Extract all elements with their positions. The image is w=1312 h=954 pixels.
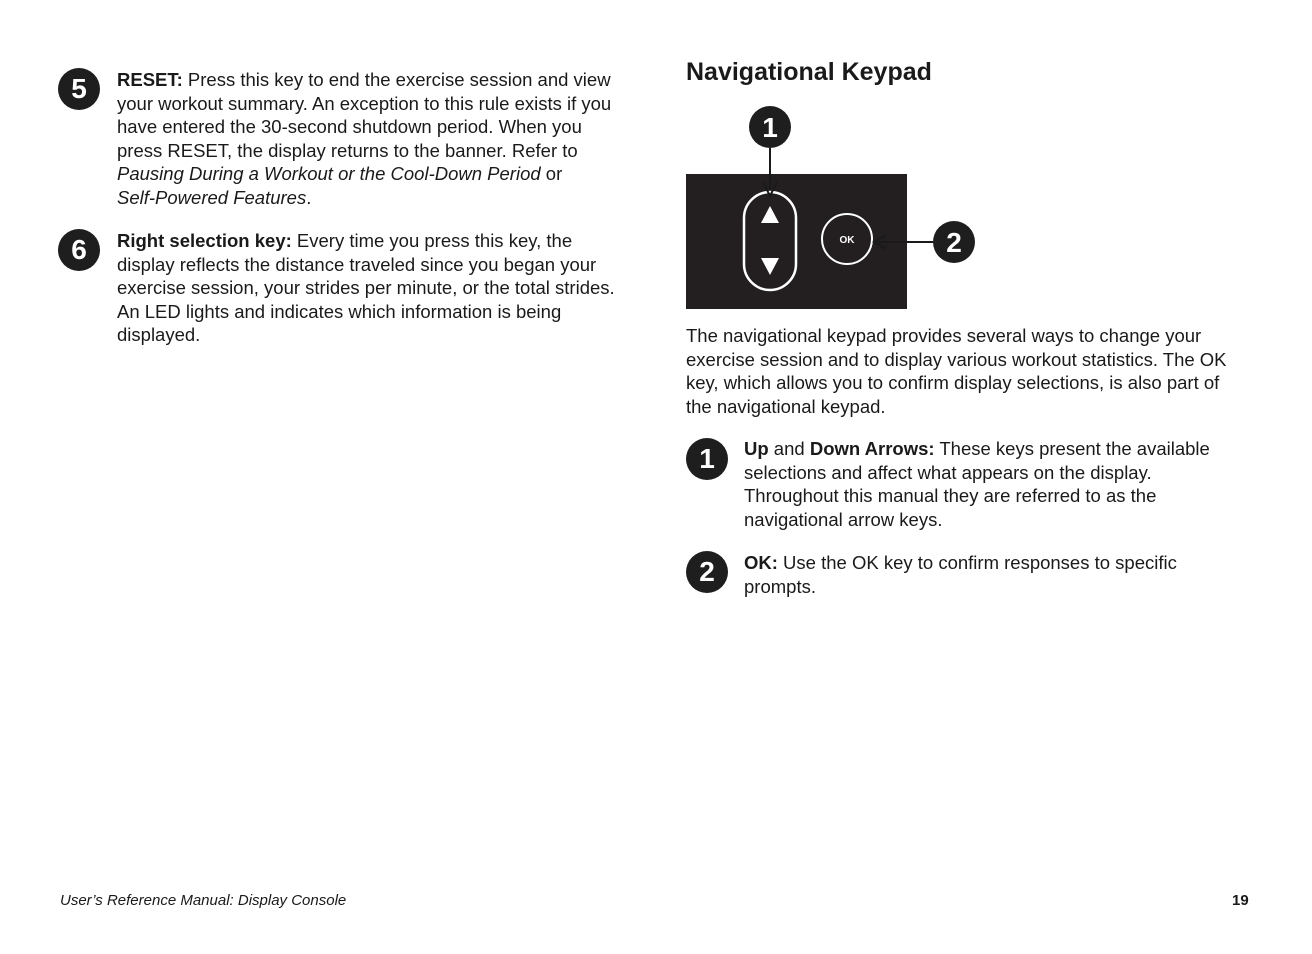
step-badge-1: 1 bbox=[686, 438, 728, 480]
text-line: the navigational keypad. bbox=[686, 395, 886, 417]
reset-key-description bbox=[117, 68, 657, 210]
text-line: selections and affect what appears on the display. bbox=[744, 461, 1152, 483]
text-fragment: or bbox=[540, 163, 563, 185]
cross-reference-self-powered: Self-Powered Features bbox=[117, 186, 307, 208]
step-badge-5: 5 bbox=[58, 68, 100, 110]
text-line: Press this key to end the exercise session and view bbox=[182, 69, 611, 90]
callout-number-1: 1 bbox=[762, 112, 778, 143]
text-fragment: . bbox=[306, 186, 312, 208]
page-number: 19 bbox=[1232, 892, 1249, 909]
step-badge-6: 6 bbox=[58, 229, 100, 271]
text-line: displayed. bbox=[117, 324, 201, 346]
text-line: key, which allows you to confirm display selections, is also part of bbox=[686, 372, 1220, 394]
text-line: These keys present the available bbox=[934, 438, 1210, 459]
text-line: exercise session, your strides per minute, or the total strides. bbox=[117, 277, 615, 299]
navigational-keypad-figure bbox=[686, 104, 986, 314]
text-fragment: and bbox=[768, 438, 810, 459]
callout-number-2: 2 bbox=[946, 227, 962, 258]
step-badge-2: 2 bbox=[686, 551, 728, 593]
reset-key-label: RESET: bbox=[117, 69, 183, 90]
text-line: exercise session and to display various workout statistics. The OK bbox=[686, 348, 1227, 370]
footer-document-title: User’s Reference Manual: Display Console bbox=[60, 892, 347, 909]
right-selection-key-label: Right selection key: bbox=[117, 230, 292, 251]
text-line: An LED lights and indicates which information is being bbox=[117, 300, 562, 322]
up-label: Up bbox=[744, 438, 769, 459]
text-line: Throughout this manual they are referred to as the bbox=[744, 485, 1157, 507]
down-arrows-label: Down Arrows: bbox=[809, 438, 935, 459]
text-line: Every time you press this key, the bbox=[291, 230, 573, 251]
ok-key-title: OK: bbox=[744, 552, 778, 573]
text-line: your workout summary. An exception to this rule exists if you bbox=[117, 92, 612, 114]
arrow-keys-description bbox=[744, 437, 1284, 531]
ok-key-description bbox=[744, 551, 1284, 598]
text-line: The navigational keypad provides several ways to change your bbox=[686, 325, 1202, 346]
text-line: navigational arrow keys. bbox=[744, 508, 943, 530]
text-line: have entered the 30-second shutdown period. When you bbox=[117, 116, 582, 138]
text-line: press RESET, the display returns to the banner. Refer to bbox=[117, 139, 578, 161]
keypad-intro-paragraph bbox=[686, 324, 1286, 418]
right-selection-key-description bbox=[117, 229, 657, 347]
text-line: prompts. bbox=[744, 575, 816, 597]
ok-key-label: OK bbox=[839, 235, 855, 246]
text-line: display reflects the distance traveled since you began your bbox=[117, 253, 597, 275]
section-heading: Navigational Keypad bbox=[686, 58, 932, 86]
text-line: Use the OK key to confirm responses to specific bbox=[777, 552, 1177, 573]
cross-reference-pausing: Pausing During a Workout or the Cool-Down Period bbox=[117, 163, 541, 185]
